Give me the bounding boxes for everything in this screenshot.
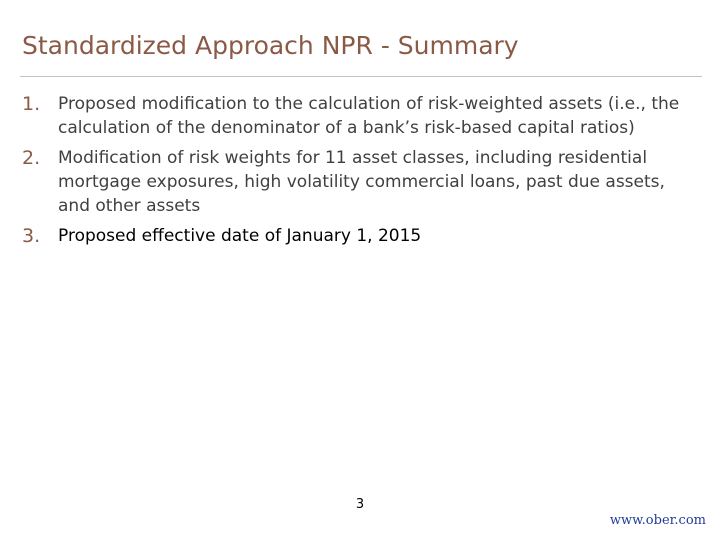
list-item xyxy=(22,92,702,140)
summary-list xyxy=(22,92,702,254)
list-item-text: Proposed modification to the calculation of risk-weighted assets (i.e., the calculation of the denominator of a bank’s risk-based capital ratios) xyxy=(58,94,680,138)
list-item-text: Proposed effective date of January 1, 2015 xyxy=(58,226,422,246)
list-item-number: 2. xyxy=(22,147,41,169)
slide-title: Standardized Approach NPR - Summary xyxy=(22,31,519,60)
website-link[interactable]: www.ober.com xyxy=(609,513,706,528)
list-item xyxy=(22,224,702,248)
list-item xyxy=(22,146,702,218)
list-item-number: 1. xyxy=(22,93,41,115)
list-item-number: 3. xyxy=(22,225,41,247)
page-number: 3 xyxy=(355,497,365,512)
list-item-text: Modification of risk weights for 11 asset classes, including residential mortgage exposures, high volatility commercial loans, past due assets, and other assets xyxy=(58,148,665,216)
title-divider xyxy=(20,76,702,77)
